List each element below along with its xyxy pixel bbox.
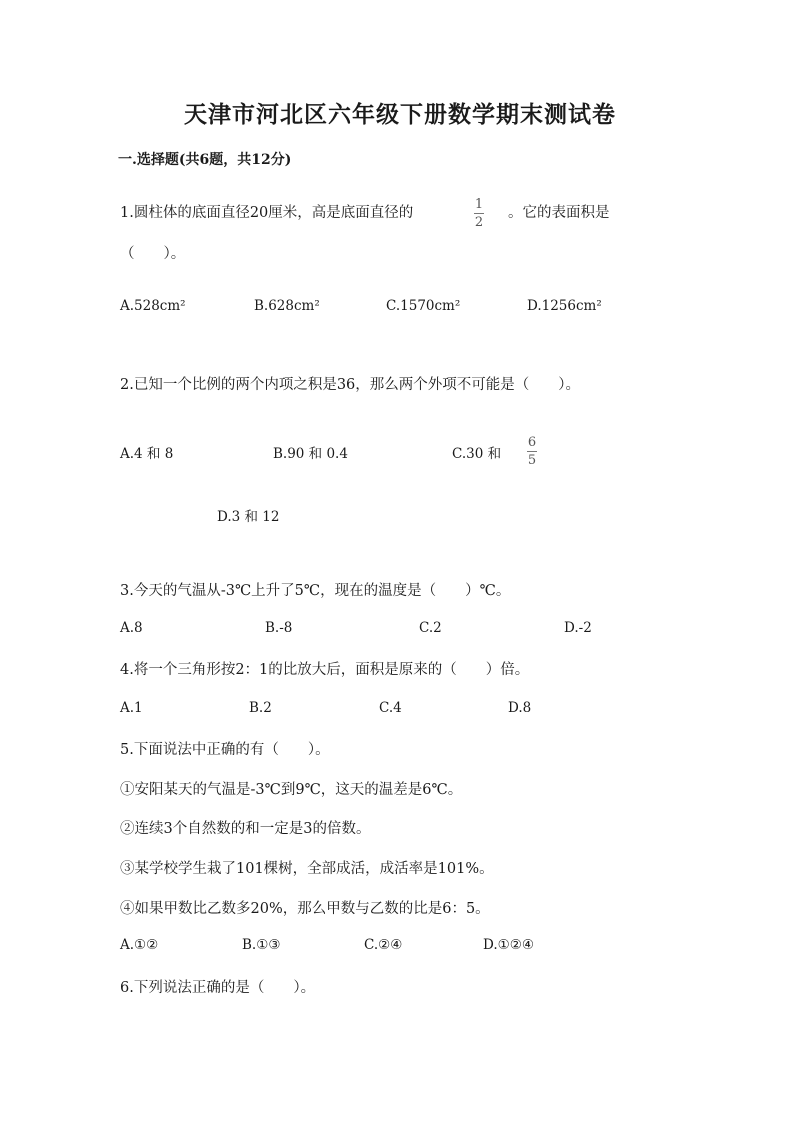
q1-frac-bar xyxy=(474,213,484,214)
q2-text: 2.已知一个比例的两个内项之积是36，那么两个外项不可能是（ ）。 xyxy=(120,377,581,393)
q2-fraction xyxy=(527,436,537,467)
q5-text: 5.下面说法中正确的有（ ）。 xyxy=(120,742,330,758)
q4-option-d[interactable]: D.8 xyxy=(508,700,532,716)
q3-option-b[interactable]: B.-8 xyxy=(265,620,293,636)
q5-statement-3: ③某学校学生栽了101棵树，全部成活，成活率是101%。 xyxy=(120,861,494,877)
page-title: 天津市河北区六年级下册数学期末测试卷 xyxy=(184,101,616,128)
q6-text: 6.下列说法正确的是（ ）。 xyxy=(120,980,316,996)
q2-option-d[interactable]: D.3 和 12 xyxy=(217,509,280,525)
q1-text-b: 。它的表面积是 xyxy=(508,205,610,221)
q2-frac-den: 5 xyxy=(527,453,537,468)
q2-option-c[interactable]: C.30 和 xyxy=(452,446,502,462)
q1-frac-den: 2 xyxy=(474,215,484,230)
q1-text-a: 1.圆柱体的底面直径20厘米，高是底面直径的 xyxy=(120,205,414,221)
q4-option-b[interactable]: B.2 xyxy=(249,700,272,716)
q2-frac-num: 6 xyxy=(527,435,537,450)
q5-option-c[interactable]: C.②④ xyxy=(364,937,403,953)
q2-option-b[interactable]: B.90 和 0.4 xyxy=(273,446,348,462)
q1-option-a[interactable]: A.528cm² xyxy=(120,298,186,314)
q3-option-a[interactable]: A.8 xyxy=(120,620,143,636)
q1-option-d[interactable]: D.1256cm² xyxy=(527,298,602,314)
q3-text: 3.今天的气温从-3℃上升了5℃，现在的温度是（ ）℃。 xyxy=(120,583,511,599)
q1-text-c: （ ）。 xyxy=(120,246,186,262)
q5-statement-2: ②连续3个自然数的和一定是3的倍数。 xyxy=(120,821,371,837)
q2-option-a[interactable]: A.4 和 8 xyxy=(120,446,174,462)
q1-fraction xyxy=(474,198,484,229)
q5-option-b[interactable]: B.①③ xyxy=(242,937,281,953)
q4-text: 4.将一个三角形按2：1的比放大后，面积是原来的（ ）倍。 xyxy=(120,662,530,678)
q5-option-d[interactable]: D.①②④ xyxy=(483,937,534,953)
q2-frac-bar xyxy=(527,451,537,452)
q5-option-a[interactable]: A.①② xyxy=(120,937,159,953)
section-heading: 一.选择题(共6题，共12分) xyxy=(118,152,292,168)
q5-statement-1: ①安阳某天的气温是-3℃到9℃，这天的温差是6℃。 xyxy=(120,782,463,798)
q3-option-c[interactable]: C.2 xyxy=(419,620,442,636)
q1-frac-num: 1 xyxy=(474,197,484,212)
q5-statement-4: ④如果甲数比乙数多20%，那么甲数与乙数的比是6：5。 xyxy=(120,901,490,917)
q3-option-d[interactable]: D.-2 xyxy=(564,620,592,636)
q1-option-c[interactable]: C.1570cm² xyxy=(386,298,461,314)
q4-option-a[interactable]: A.1 xyxy=(120,700,143,716)
q4-option-c[interactable]: C.4 xyxy=(379,700,402,716)
q1-option-b[interactable]: B.628cm² xyxy=(254,298,320,314)
